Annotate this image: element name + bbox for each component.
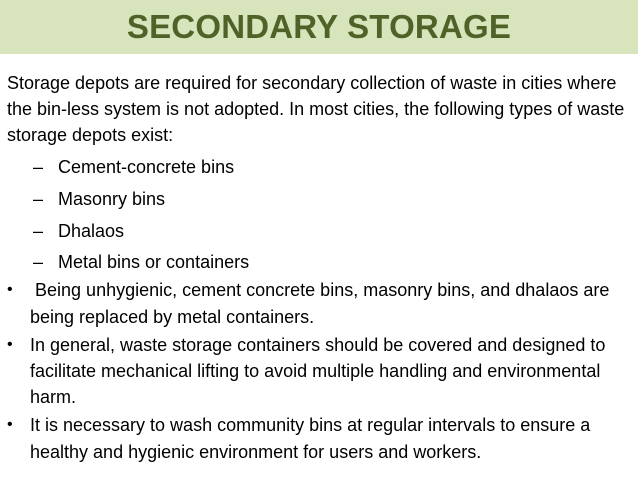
list-item xyxy=(7,412,632,464)
bullet-list xyxy=(7,277,632,464)
bullet-text: It is necessary to wash community bins at regular intervals to ensure a healthy and hygienic environment for users and workers. xyxy=(30,415,591,462)
bullet-icon: • xyxy=(7,416,13,434)
dash-marker: – xyxy=(33,252,44,273)
list-item xyxy=(7,249,632,275)
depot-type-label: Metal bins or containers xyxy=(58,252,250,273)
bullet-icon: • xyxy=(7,335,13,353)
bullet-icon: • xyxy=(7,281,13,299)
list-item xyxy=(7,332,632,411)
slide-title: SECONDARY STORAGE xyxy=(126,8,512,45)
depot-types-list xyxy=(7,154,632,275)
depot-type-label: Cement-concrete bins xyxy=(58,157,235,178)
slide-body xyxy=(7,70,632,465)
dash-marker: – xyxy=(33,157,44,178)
intro-paragraph: Storage depots are required for secondary collection of waste in cities where the bin-less system is not adopted. In most cities, the following types of waste storage depots exist: xyxy=(7,73,625,146)
list-item xyxy=(7,277,632,329)
list-item xyxy=(7,186,632,212)
dash-marker: – xyxy=(33,220,44,241)
bullet-text: In general, waste storage containers should be covered and designed to facilitate mechanical lifting to avoid multiple handling and environmental harm. xyxy=(30,334,606,408)
depot-type-label: Dhalaos xyxy=(58,220,125,241)
dash-marker: – xyxy=(33,188,44,209)
title-bar xyxy=(0,0,638,54)
list-item xyxy=(7,154,632,180)
bullet-text: Being unhygienic, cement concrete bins, masonry bins, and dhalaos are being replaced by metal containers. xyxy=(30,280,615,327)
list-item xyxy=(7,218,632,244)
depot-type-label: Masonry bins xyxy=(58,188,166,209)
